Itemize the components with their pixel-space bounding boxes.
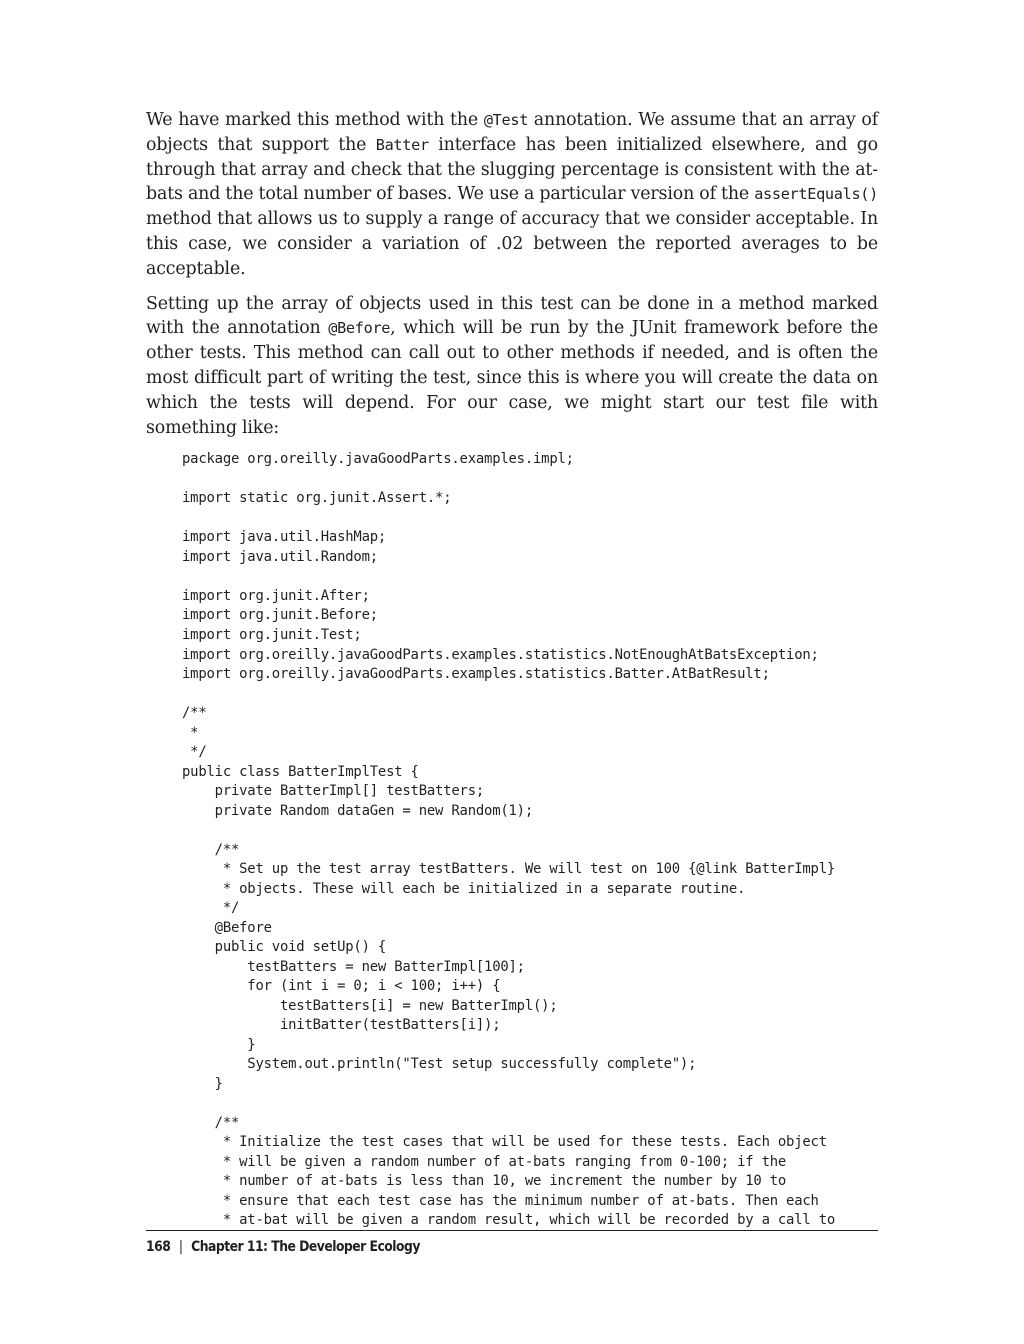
- code-line: System.out.println("Test setup successfully complete");: [182, 1056, 697, 1073]
- code-line: import org.junit.Test;: [182, 627, 362, 643]
- paragraph: [146, 108, 878, 282]
- chapter-title: Chapter 11: The Developer Ecology: [191, 1239, 420, 1255]
- code-line: import java.util.Random;: [182, 548, 378, 565]
- code-line: import org.junit.Before;: [182, 607, 378, 624]
- footer-rule: [146, 1230, 878, 1231]
- text-run: method that allows us to supply a range of accuracy that we consider acceptable. In this case, we consider a variation of .02 between the reported averages to be acceptable.: [146, 209, 878, 279]
- code-line: /**: [182, 705, 207, 722]
- code-line: }: [182, 1075, 223, 1092]
- code-line: [182, 470, 878, 490]
- code-line: public class BatterImplTest {: [182, 763, 419, 780]
- code-line: import org.oreilly.javaGoodParts.examples.statistics.Batter.AtBatResult;: [182, 666, 770, 683]
- code-line: for (int i = 0; i < 100; i++) {: [182, 978, 501, 995]
- code-line: * Set up the test array testBatters. We will test on 100 {@link BatterImpl}: [182, 861, 836, 878]
- code-line: import org.junit.After;: [182, 587, 370, 604]
- text-run: annotation. We assume that an array of objects that support the: [146, 110, 878, 155]
- code-line: * number of at-bats is less than 10, we increment the number by 10 to: [182, 1173, 787, 1190]
- inline-code: Batter: [375, 135, 429, 154]
- code-line: }: [182, 1036, 256, 1053]
- text-run: , which will be run by the JUnit framework before the other tests. This method can call out to other methods if needed, and is often the most difficult part of writing the test, since this is where you will create the data on which the tests will depend. For our case, we might start our test file with something like:: [146, 318, 878, 438]
- code-line: testBatters = new BatterImpl[100];: [182, 958, 525, 975]
- code-listing: [182, 450, 878, 1231]
- code-line: /**: [182, 841, 240, 858]
- page-footer: [146, 1239, 420, 1255]
- code-line: package org.oreilly.javaGoodParts.examples.impl;: [182, 451, 574, 468]
- code-line: [182, 567, 878, 587]
- body-text: [146, 108, 878, 440]
- code-line: * Initialize the test cases that will be used for these tests. Each object: [182, 1134, 827, 1151]
- code-line: [182, 1094, 878, 1114]
- code-line: *: [182, 724, 199, 741]
- code-line: @Before: [182, 919, 272, 936]
- code-line: initBatter(testBatters[i]);: [182, 1017, 501, 1034]
- code-line: import org.oreilly.javaGoodParts.examples.statistics.NotEnoughAtBatsException;: [182, 646, 819, 663]
- text-run: interface has been initialized elsewhere, and go through that array and check that the slugging percentage is consistent with the at-bats and the total number of bases. We use a particular version of the: [146, 134, 878, 205]
- page-body: [146, 108, 878, 1231]
- page-number: 168: [146, 1239, 171, 1255]
- inline-code: assertEquals(): [754, 185, 878, 204]
- code-line: import static org.junit.Assert.*;: [182, 490, 452, 507]
- code-line: * objects. These will each be initialized in a separate routine.: [182, 880, 746, 897]
- code-line: /**: [182, 1114, 240, 1131]
- code-line: private Random dataGen = new Random(1);: [182, 802, 534, 819]
- code-line: import java.util.HashMap;: [182, 529, 387, 546]
- code-line: public void setUp() {: [182, 939, 387, 956]
- code-line: [182, 685, 878, 705]
- paragraph: [146, 292, 878, 441]
- code-line: private BatterImpl[] testBatters;: [182, 783, 485, 800]
- code-line: * at-bat will be given a random result, which will be recorded by a call to: [182, 1212, 836, 1229]
- code-line: */: [182, 900, 240, 917]
- code-line: [182, 821, 878, 841]
- code-line: testBatters[i] = new BatterImpl();: [182, 997, 558, 1014]
- code-line: * will be given a random number of at-bats ranging from 0-100; if the: [182, 1153, 787, 1170]
- inline-code: @Before: [328, 319, 391, 338]
- text-run: We have marked this method with the: [146, 110, 484, 130]
- code-line: */: [182, 744, 207, 761]
- code-line: * ensure that each test case has the minimum number of at-bats. Then each: [182, 1192, 819, 1209]
- footer-separator: |: [178, 1239, 183, 1255]
- inline-code: @Test: [483, 111, 529, 129]
- text-run: Setting up the array of objects used in this test can be done in a method marked with the annotation: [146, 293, 878, 339]
- code-line: [182, 509, 878, 529]
